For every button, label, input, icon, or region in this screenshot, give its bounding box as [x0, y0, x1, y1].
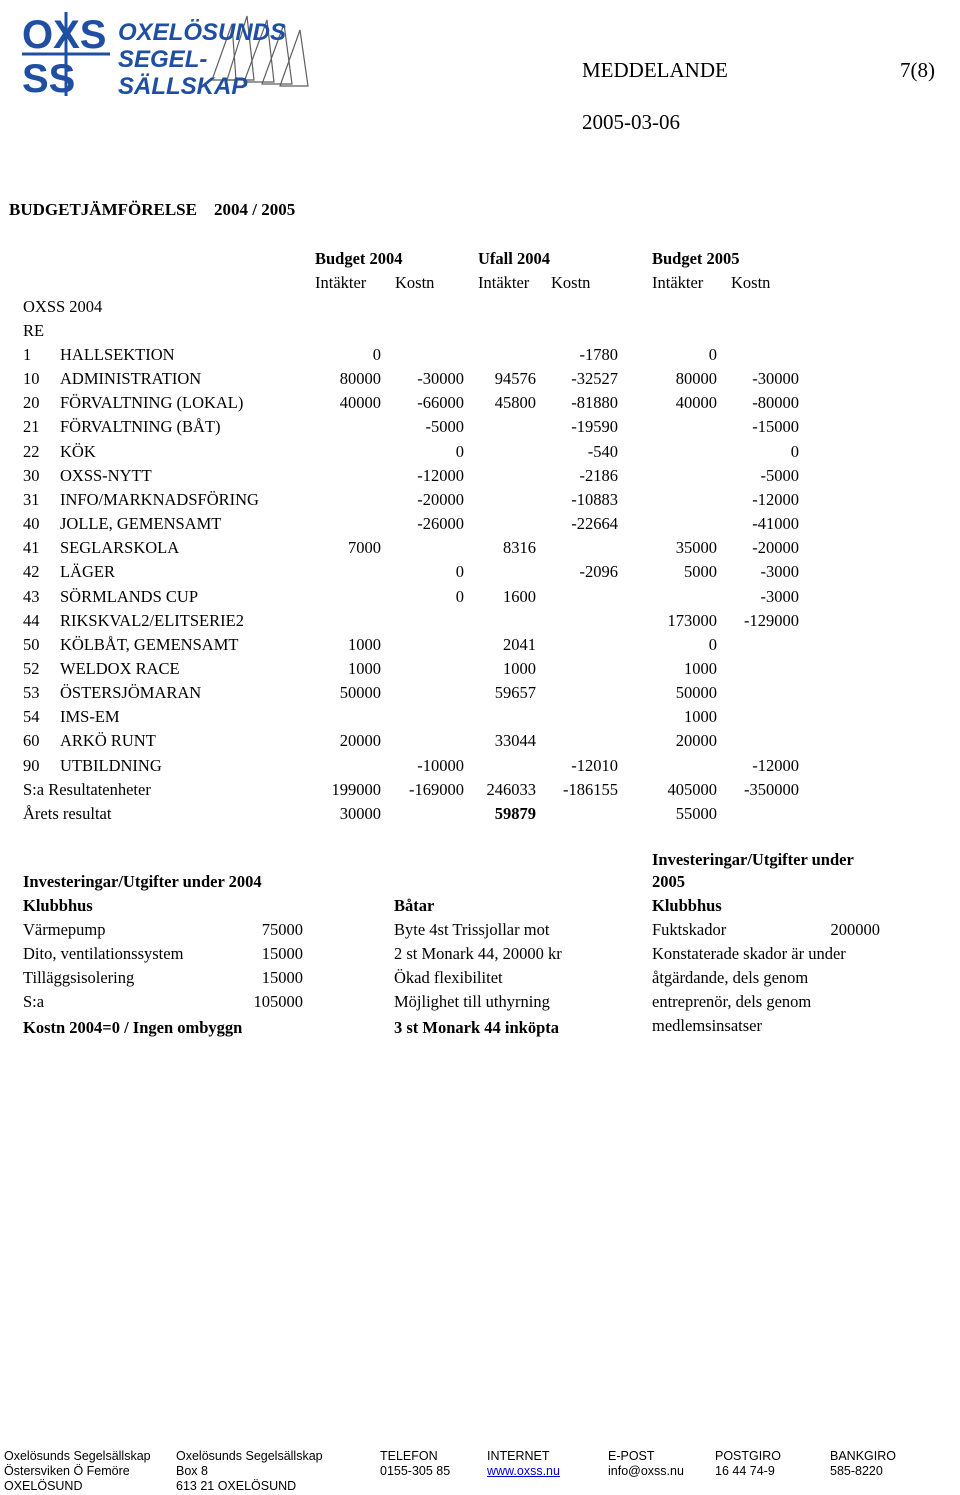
row-value: -26000: [417, 514, 464, 533]
row-value: 0: [790, 442, 799, 461]
row-value: 50000: [339, 683, 381, 702]
total-value: 246033: [486, 780, 536, 799]
investments-2005-item-value: 200000: [830, 920, 880, 939]
row-code: 90: [23, 756, 40, 775]
row-value: -19590: [571, 417, 618, 436]
row-code: 31: [23, 490, 40, 509]
row-code: 41: [23, 538, 40, 557]
row-code: 42: [23, 562, 40, 581]
club-logo: [22, 10, 322, 100]
row-value: 59657: [494, 683, 536, 702]
row-name: WELDOX RACE: [60, 659, 180, 678]
boats-line: 2 st Monark 44, 20000 kr: [394, 944, 562, 963]
row-name: UTBILDNING: [60, 756, 162, 775]
investment-item-label: Värmepump: [23, 920, 106, 939]
boats-line: Ökad flexibilitet: [394, 968, 503, 987]
row-name: FÖRVALTNING (BÅT): [60, 417, 221, 436]
total-label: Årets resultat: [23, 804, 112, 823]
total-value: 59879: [494, 804, 536, 823]
total-value: 30000: [339, 804, 381, 823]
column-group-header: Ufall 2004: [478, 249, 550, 268]
budget-title: BUDGETJÄMFÖRELSE 2004 / 2005: [9, 200, 296, 219]
row-value: 94576: [494, 369, 536, 388]
logo-letters-top: OXS: [22, 13, 107, 57]
page-number: 7(8): [900, 58, 935, 82]
row-value: -129000: [744, 611, 799, 630]
investments-2005-heading-line1: Investeringar/Utgifter under: [652, 850, 854, 869]
investments-2005-subheading: Klubbhus: [652, 896, 722, 915]
row-value: -2186: [579, 466, 618, 485]
row-code: 30: [23, 466, 40, 485]
row-name: SÖRMLANDS CUP: [60, 587, 198, 606]
row-code: 44: [23, 611, 40, 630]
total-value: 405000: [667, 780, 717, 799]
investment-item-label: S:a: [23, 992, 45, 1011]
footer-text: Oxelösunds Segelsällskap: [176, 1449, 323, 1463]
row-value: -20000: [417, 490, 464, 509]
column-subheader: Intäkter: [652, 273, 704, 292]
row-value: 40000: [339, 393, 381, 412]
document-type: MEDDELANDE: [582, 58, 728, 82]
section-label: OXSS 2004: [23, 297, 103, 316]
row-code: 43: [23, 587, 40, 606]
row-code: 54: [23, 707, 40, 726]
row-name: ÖSTERSJÖMARAN: [60, 683, 202, 702]
row-value: 0: [455, 587, 464, 606]
column-subheader: Intäkter: [478, 273, 530, 292]
row-value: -30000: [417, 369, 464, 388]
row-value: -12000: [752, 756, 799, 775]
investment-item-value: 105000: [253, 992, 303, 1011]
total-value: -186155: [563, 780, 618, 799]
row-value: -3000: [760, 587, 799, 606]
column-subheader: Kostn: [551, 273, 591, 292]
row-code: 50: [23, 635, 40, 654]
footer-text: E-POST: [608, 1449, 655, 1463]
column-subheader: Kostn: [395, 273, 435, 292]
row-value: -12000: [417, 466, 464, 485]
investment-item-value: 15000: [261, 944, 303, 963]
row-value: 2041: [503, 635, 536, 654]
row-value: -12010: [571, 756, 618, 775]
investments-2005-heading-line2: 2005: [652, 872, 685, 891]
row-value: -20000: [752, 538, 799, 557]
row-value: -81880: [571, 393, 618, 412]
logo-letters-bottom: SS: [22, 57, 76, 100]
row-name: ARKÖ RUNT: [60, 731, 156, 750]
boats-note: 3 st Monark 44 inköpta: [394, 1018, 560, 1037]
row-value: 80000: [339, 369, 381, 388]
investments-2005-item-label: Fuktskador: [652, 920, 727, 939]
boats-line: Möjlighet till uthyrning: [394, 992, 550, 1011]
footer-text: Box 8: [176, 1464, 208, 1478]
row-code: 22: [23, 442, 40, 461]
row-code: 1: [23, 345, 32, 364]
row-value: 1600: [503, 587, 536, 606]
column-subheader: Kostn: [731, 273, 771, 292]
investment-item-label: Dito, ventilationssystem: [23, 944, 184, 963]
row-name: JOLLE, GEMENSAMT: [60, 514, 222, 533]
column-subheader: Intäkter: [315, 273, 367, 292]
footer-text: 0155-305 85: [380, 1464, 451, 1478]
investments-2004-heading: Investeringar/Utgifter under 2004: [23, 872, 262, 891]
row-value: 35000: [675, 538, 717, 557]
total-value: -350000: [744, 780, 799, 799]
row-code: 10: [23, 369, 40, 388]
investments-2005-note-line: Konstaterade skador är under: [652, 944, 846, 963]
logo-org-line3: SÄLLSKAP: [118, 73, 248, 100]
footer-text: INTERNET: [487, 1449, 550, 1463]
investment-item-value: 15000: [261, 968, 303, 987]
row-code: 40: [23, 514, 40, 533]
row-value: -2096: [579, 562, 618, 581]
row-name: OXSS-NYTT: [60, 466, 152, 485]
document-date: 2005-03-06: [582, 110, 680, 134]
row-value: -30000: [752, 369, 799, 388]
investments-2005-note-line: medlemsinsatser: [652, 1016, 762, 1035]
total-label: S:a Resultatenheter: [23, 780, 151, 799]
row-value: 1000: [348, 635, 381, 654]
footer-text: Oxelösunds Segelsällskap: [4, 1449, 151, 1463]
row-code: 52: [23, 659, 40, 678]
row-value: 20000: [339, 731, 381, 750]
boats-subheading: Båtar: [394, 896, 435, 915]
row-value: -32527: [571, 369, 618, 388]
footer-text: TELEFON: [380, 1449, 438, 1463]
total-value: 199000: [331, 780, 381, 799]
section-label: RE: [23, 321, 45, 340]
row-value: -5000: [760, 466, 799, 485]
row-value: -540: [587, 442, 618, 461]
row-name: KÖLBÅT, GEMENSAMT: [60, 635, 239, 654]
row-value: -66000: [417, 393, 464, 412]
logo-org-line2: SEGEL-: [118, 46, 208, 73]
boats-line: Byte 4st Trissjollar mot: [394, 920, 550, 939]
row-value: 0: [708, 635, 717, 654]
row-value: 1000: [348, 659, 381, 678]
row-value: -22664: [571, 514, 618, 533]
row-value: 0: [455, 442, 464, 461]
row-value: 173000: [667, 611, 717, 630]
investments-2005-note-line: åtgärdande, dels genom: [652, 968, 809, 987]
row-name: KÖK: [60, 442, 96, 461]
row-value: 0: [708, 345, 717, 364]
row-value: 1000: [684, 707, 717, 726]
row-value: -10000: [417, 756, 464, 775]
row-name: RIKSKVAL2/ELITSERIE2: [60, 611, 244, 630]
row-value: -12000: [752, 490, 799, 509]
column-group-header: Budget 2004: [315, 249, 403, 268]
row-name: INFO/MARKNADSFÖRING: [60, 490, 259, 509]
footer-text: 585-8220: [830, 1464, 883, 1478]
row-value: -1780: [579, 345, 618, 364]
row-name: HALLSEKTION: [60, 345, 175, 364]
row-value: 8316: [503, 538, 536, 557]
row-name: ADMINISTRATION: [60, 369, 202, 388]
row-value: -5000: [425, 417, 464, 436]
row-name: SEGLARSKOLA: [60, 538, 180, 557]
investments-2004-subheading: Klubbhus: [23, 896, 93, 915]
row-value: 40000: [675, 393, 717, 412]
row-value: 1000: [503, 659, 536, 678]
row-code: 20: [23, 393, 40, 412]
row-value: 33044: [494, 731, 536, 750]
row-code: 21: [23, 417, 40, 436]
column-group-header: Budget 2005: [652, 249, 740, 268]
footer-text: OXELÖSUND: [4, 1479, 83, 1493]
footer-text: info@oxss.nu: [608, 1464, 684, 1478]
investments-2005-note-line: entreprenör, dels genom: [652, 992, 812, 1011]
logo-org-line1: OXELÖSUNDS: [118, 19, 287, 46]
investment-item-value: 75000: [261, 920, 303, 939]
footer-text: POSTGIRO: [715, 1449, 781, 1463]
footer-text: 613 21 OXELÖSUND: [176, 1479, 297, 1493]
investments-2004-note: Kostn 2004=0 / Ingen ombyggn: [23, 1018, 243, 1037]
row-value: 7000: [348, 538, 381, 557]
row-value: -80000: [752, 393, 799, 412]
row-value: 20000: [675, 731, 717, 750]
row-value: 50000: [675, 683, 717, 702]
row-value: 45800: [494, 393, 536, 412]
footer-text: Östersviken Ö Femöre: [4, 1464, 130, 1478]
row-name: IMS-EM: [60, 707, 120, 726]
row-value: 0: [455, 562, 464, 581]
footer-text: BANKGIRO: [830, 1449, 896, 1463]
row-value: -15000: [752, 417, 799, 436]
row-code: 60: [23, 731, 40, 750]
row-value: 1000: [684, 659, 717, 678]
row-code: 53: [23, 683, 40, 702]
row-value: -10883: [571, 490, 618, 509]
row-value: 5000: [684, 562, 717, 581]
investment-item-label: Tilläggsisolering: [23, 968, 135, 987]
row-name: FÖRVALTNING (LOKAL): [60, 393, 244, 412]
row-value: -41000: [752, 514, 799, 533]
row-value: -3000: [760, 562, 799, 581]
footer-text: 16 44 74-9: [715, 1464, 775, 1478]
total-value: -169000: [409, 780, 464, 799]
website-link[interactable]: www.oxss.nu: [487, 1464, 560, 1478]
row-value: 80000: [675, 369, 717, 388]
row-name: LÄGER: [60, 562, 115, 581]
row-value: 0: [372, 345, 381, 364]
total-value: 55000: [675, 804, 717, 823]
